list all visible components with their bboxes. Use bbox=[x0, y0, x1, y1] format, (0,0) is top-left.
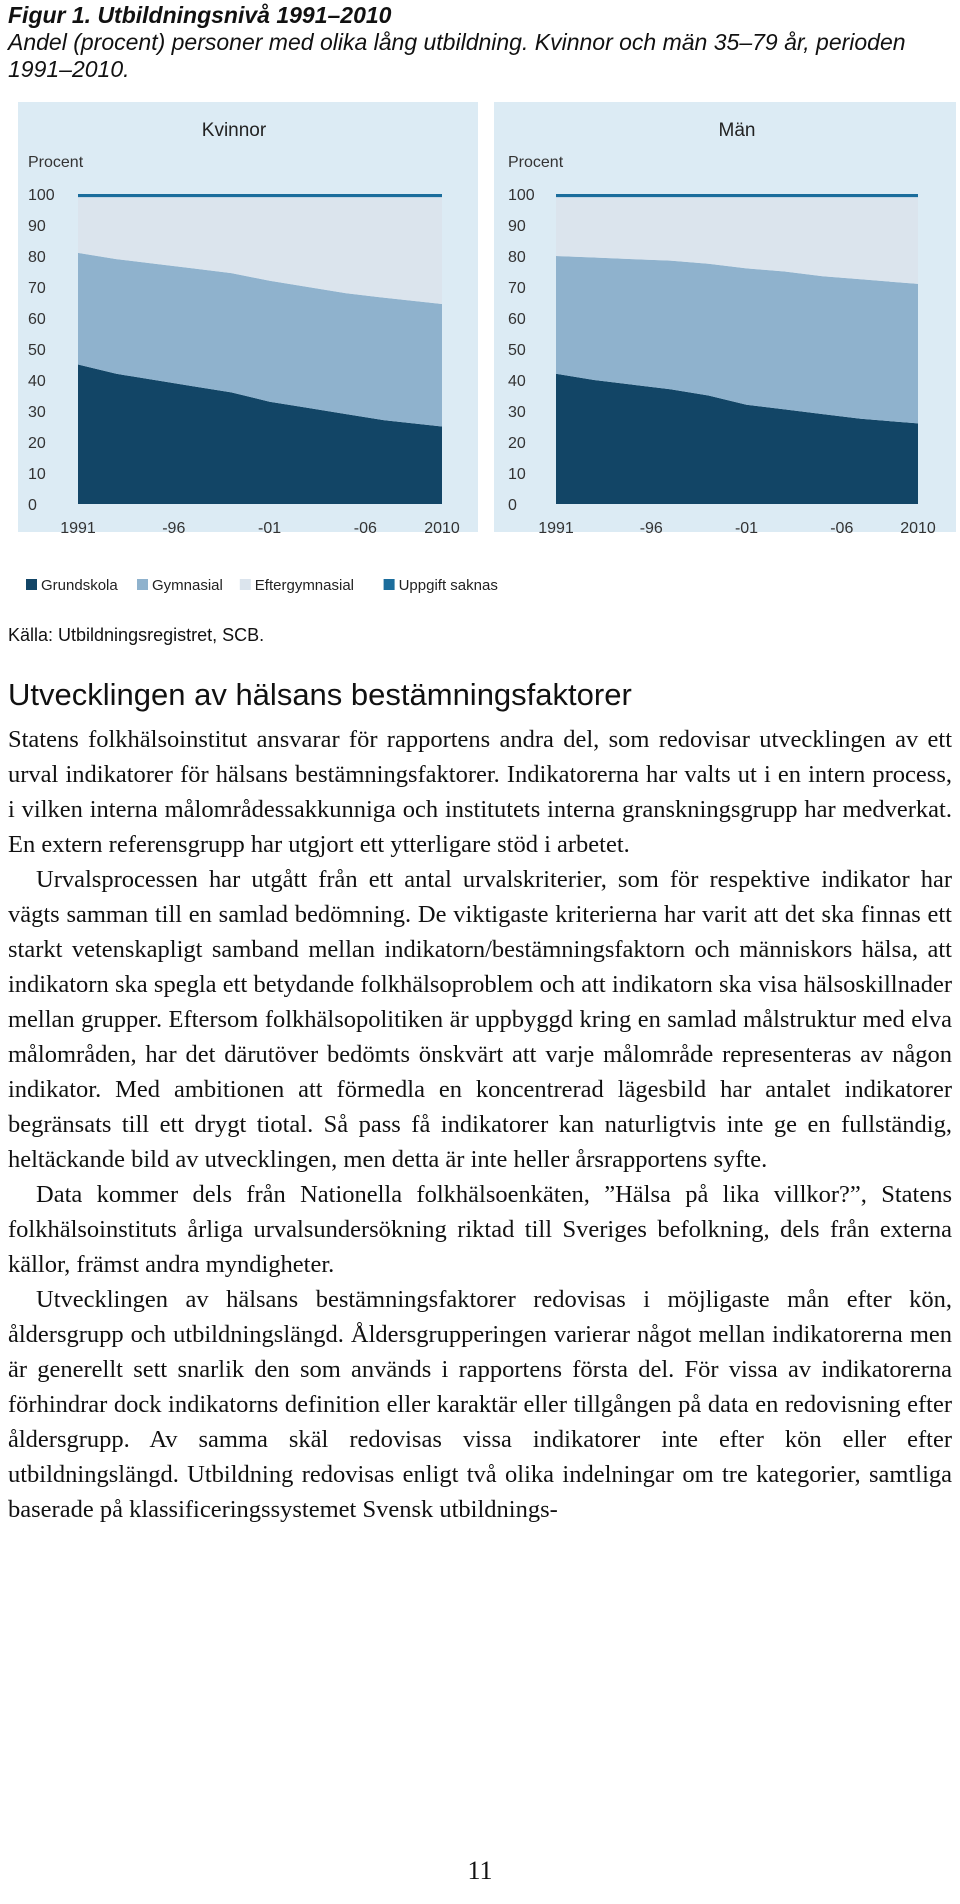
education-level-chart bbox=[18, 102, 956, 622]
y-tick-label: 60 bbox=[508, 311, 526, 328]
y-tick-label: 40 bbox=[28, 373, 46, 390]
y-tick-label: 50 bbox=[508, 342, 526, 359]
x-tick-label: -96 bbox=[162, 520, 186, 537]
legend-swatch bbox=[137, 579, 148, 590]
y-tick-label: 60 bbox=[28, 311, 46, 328]
y-axis-label: Procent bbox=[508, 154, 564, 171]
legend-label: Eftergymnasial bbox=[254, 577, 355, 594]
x-tick-label: -06 bbox=[830, 520, 854, 537]
y-tick-label: 90 bbox=[28, 218, 46, 235]
y-tick-label: 50 bbox=[28, 342, 46, 359]
y-tick-label: 20 bbox=[28, 435, 46, 452]
y-tick-label: 90 bbox=[508, 218, 526, 235]
body-text bbox=[8, 722, 952, 1527]
legend-swatch bbox=[384, 579, 395, 590]
legend-label: Grundskola bbox=[41, 577, 118, 594]
y-tick-label: 100 bbox=[28, 187, 55, 204]
x-tick-label: 2010 bbox=[424, 520, 460, 537]
chart-svg bbox=[18, 102, 956, 622]
figure-subtitle: Andel (procent) personer med olika lång utbildning. Kvinnor och män 35–79 år, perioden 1991–2010. bbox=[8, 29, 906, 82]
y-tick-label: 100 bbox=[508, 187, 535, 204]
y-tick-label: 30 bbox=[28, 404, 46, 421]
y-tick-label: 40 bbox=[508, 373, 526, 390]
panel-title: Kvinnor bbox=[201, 120, 267, 141]
y-tick-label: 80 bbox=[508, 249, 526, 266]
y-tick-label: 80 bbox=[28, 249, 46, 266]
y-tick-label: 20 bbox=[508, 435, 526, 452]
legend-swatch bbox=[26, 579, 37, 590]
figure-source: Källa: Utbildningsregistret, SCB. bbox=[8, 625, 265, 645]
x-tick-label: -01 bbox=[258, 520, 282, 537]
y-tick-label: 70 bbox=[508, 280, 526, 297]
y-tick-label: 30 bbox=[508, 404, 526, 421]
y-tick-label: 0 bbox=[28, 497, 37, 514]
y-tick-label: 10 bbox=[28, 466, 46, 483]
area-series bbox=[556, 194, 918, 197]
y-axis-label: Procent bbox=[28, 154, 84, 171]
x-tick-label: -06 bbox=[353, 520, 377, 537]
legend-label: Gymnasial bbox=[152, 577, 223, 594]
paragraph: Urvalsprocessen har utgått från ett antal urvalskriterier, som för respektive indikator har vägts samman till en samlad bedömning. De viktigaste kriterierna har varit att det ska finnas ett starkt vetenskapligt samband mellan indikatorn/bestämningsfaktorn och människors hälsa, att indikatorn ska spegla ett betydande folkhälsoproblem och att indikatorn ska visa hälsoskillnader mellan grupper. Eftersom folkhälsopolitiken är uppbyggd kring en samlad målstruktur med elva målområden, har det därutöver bedömts önskvärt att varje målområde representeras av någon indikator. Med ambitionen att förmedla en koncentrerad lägesbild har antalet indikatorer begränsats till ett drygt tiotal. Så pass få indikatorer kan naturligtvis inte ge en fullständig, heltäckande bild av utvecklingen, men detta är inte heller årsrapportens syfte. bbox=[8, 866, 952, 1173]
y-tick-label: 10 bbox=[508, 466, 526, 483]
legend-swatch bbox=[240, 579, 251, 590]
paragraph: Statens folkhälsoinstitut ansvarar för rapportens andra del, som redovisar utvecklingen av ett urval indikatorer för hälsans bestämningsfaktorer. Indikatorerna har valts ut i en intern process, i vilken interna målområdessakkunniga och institutets interna granskningsgrupp har medverkat. En extern referensgrupp har utgjort ett ytterligare stöd i arbetet. bbox=[8, 726, 952, 858]
y-tick-label: 0 bbox=[508, 497, 517, 514]
x-tick-label: 1991 bbox=[60, 520, 96, 537]
area-series bbox=[78, 194, 442, 197]
panel-title: Män bbox=[718, 120, 756, 141]
legend-label: Uppgift saknas bbox=[398, 577, 498, 594]
page-number: 11 bbox=[467, 1856, 493, 1885]
paragraph: Data kommer dels från Nationella folkhälsoenkäten, ”Hälsa på lika villkor?”, Statens folkhälsoinstituts årliga urvalsundersökning riktad till Sveriges befolkning, dels från externa källor, främst andra myndigheter. bbox=[8, 1181, 952, 1278]
x-tick-label: -01 bbox=[734, 520, 759, 537]
y-tick-label: 70 bbox=[28, 280, 46, 297]
section-heading: Utvecklingen av hälsans bestämningsfaktorer bbox=[8, 677, 632, 712]
x-tick-label: 1991 bbox=[538, 520, 574, 537]
x-tick-label: -96 bbox=[639, 520, 663, 537]
x-tick-label: 2010 bbox=[900, 520, 936, 537]
paragraph: Utvecklingen av hälsans bestämningsfaktorer redovisas i möjligaste mån efter kön, åldersgrupp och utbildningslängd. Åldersgrupperingen varierar något mellan indikatorerna men är generellt sett snarlik den som används i rapportens första del. För vissa av indikatorerna förhindrar dock indikatorns definition eller karaktär eller tillgången på data en redovisning efter åldersgrupp. Av samma skäl redovisas vissa indikatorer inte efter kön eller efter utbildningslängd. Utbildning redovisas enligt två olika indelningar om tre kategorier, samtliga baserade på klassificeringssystemet Svensk utbildnings- bbox=[8, 1286, 952, 1523]
figure-title: Figur 1. Utbildningsnivå 1991–2010 bbox=[8, 2, 392, 28]
